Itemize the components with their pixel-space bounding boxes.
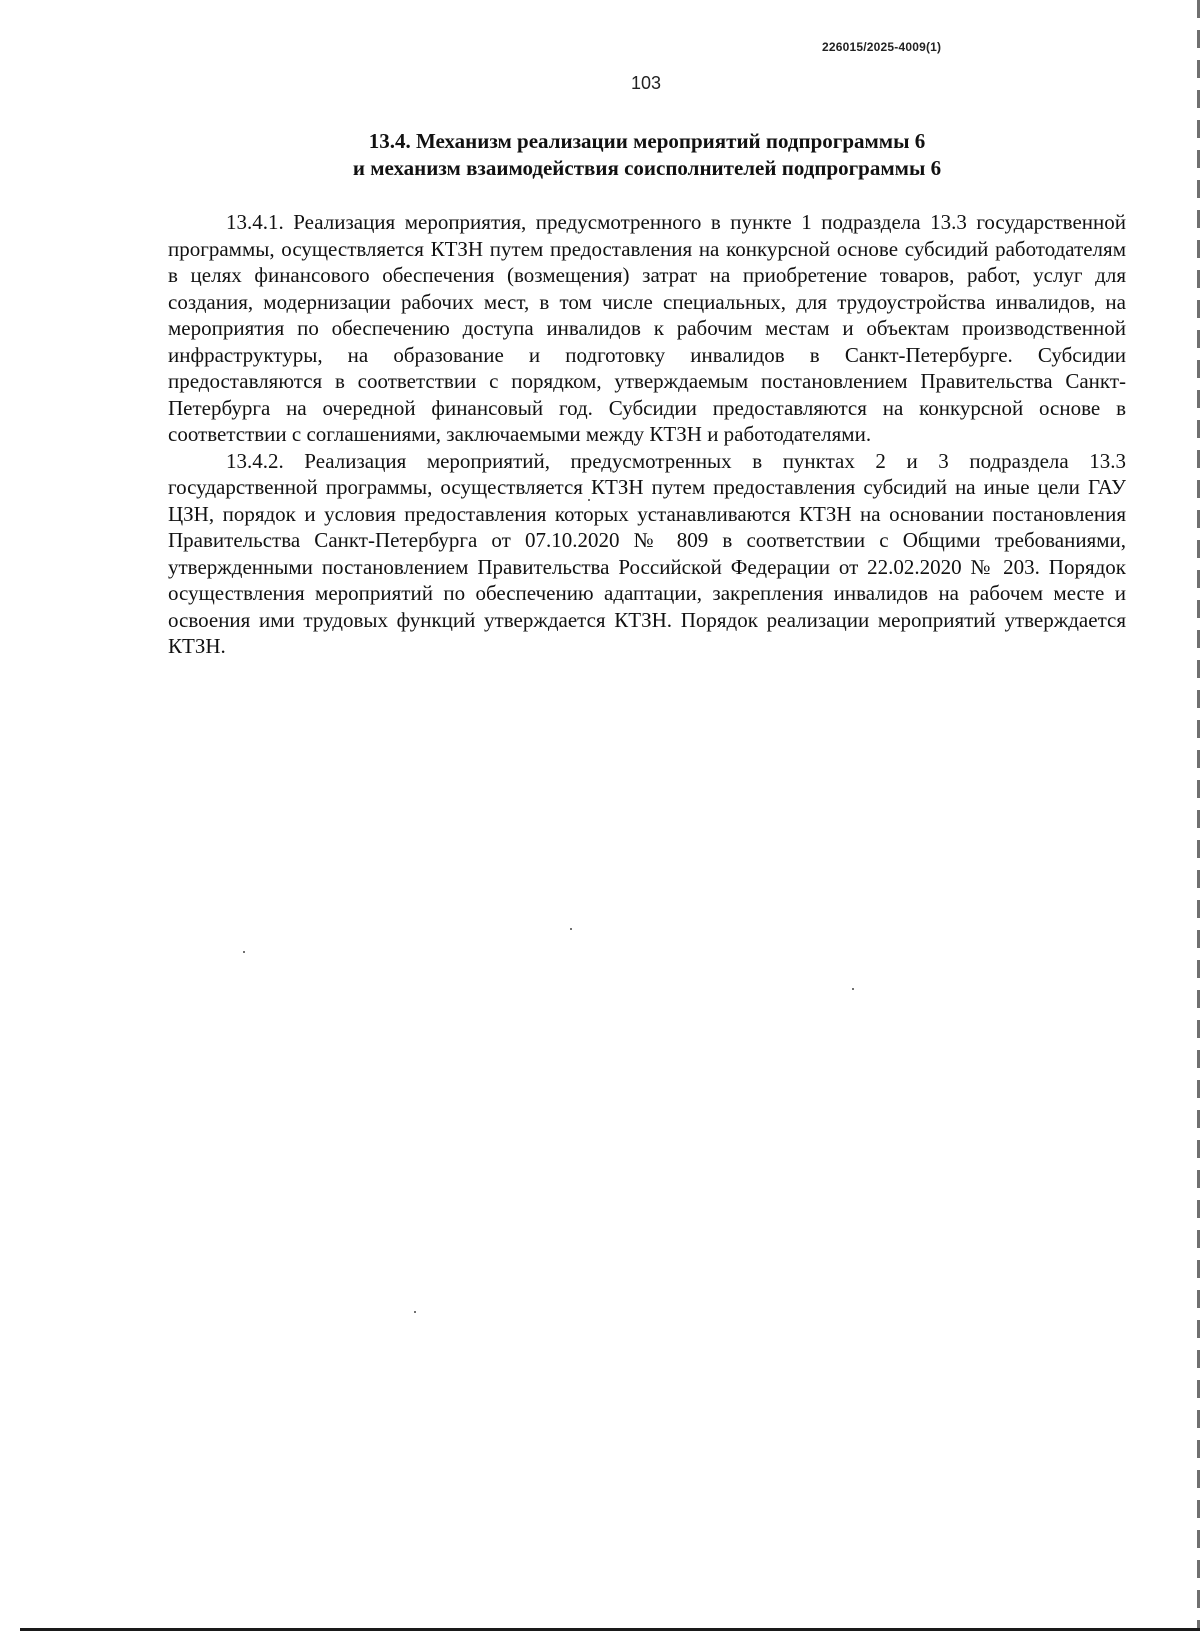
document-id: 226015/2025-4009(1) <box>822 40 942 54</box>
heading-line-2: и механизм взаимодействия соисполнителей подпрограммы 6 <box>352 156 942 180</box>
paragraph-13-4-2: 13.4.2. Реализация мероприятий, предусмотренных в пунктах 2 и 3 подраздела 13.3 государственной программы, осуществляется КТЗН путем предоставления субсидий на иные цели ГАУ ЦЗН, порядок и условия предоставления которых устанавливаются КТЗН на основании постановления Правительства Санкт-Петербурга от 07.10.2020 № 809 в соответствии с Общими требованиями, утвержденными постановлением Правительства Российской Федерации от 22.02.2020 № 203. Порядок осуществления мероприятий по обеспечению адаптации, закрепления инвалидов на рабочем месте и освоения ими трудовых функций утверждается КТЗН. Порядок реализации мероприятий утверждается КТЗН. <box>168 448 1126 658</box>
paragraph-13-4-1: 13.4.1. Реализация мероприятия, предусмотренного в пункте 1 подраздела 13.3 государственной программы, осуществляется КТЗН путем предоставления на конкурсной основе субсидий работодателям в целях финансового обеспечения (возмещения) затрат на приобретение товаров, работ, услуг для создания, модернизации рабочих мест, в том числе специальных, для трудоустройства инвалидов, на мероприятия по обеспечению доступа инвалидов к рабочим местам и объектам производственной инфраструктуры, на образование и подготовку инвалидов в Санкт-Петербурге. Субсидии предоставляются в соответствии с порядком, утверждаемым постановлением Правительства Санкт-Петербурга на очередной финансовый год. Субсидии предоставляются на конкурсной основе в соответствии с соглашениями, заключаемыми между КТЗН и работодателями. <box>168 210 1126 446</box>
heading-line-1: 13.4. Механизм реализации мероприятий подпрограммы 6 <box>368 129 926 153</box>
scan-speck <box>588 499 590 501</box>
section-body <box>168 209 1126 660</box>
page-number: 103 <box>630 73 662 93</box>
scan-speck <box>570 928 572 930</box>
scan-speck <box>243 951 245 953</box>
scan-speck <box>852 988 854 990</box>
section-heading <box>168 128 1126 182</box>
scan-speck <box>414 1311 416 1313</box>
